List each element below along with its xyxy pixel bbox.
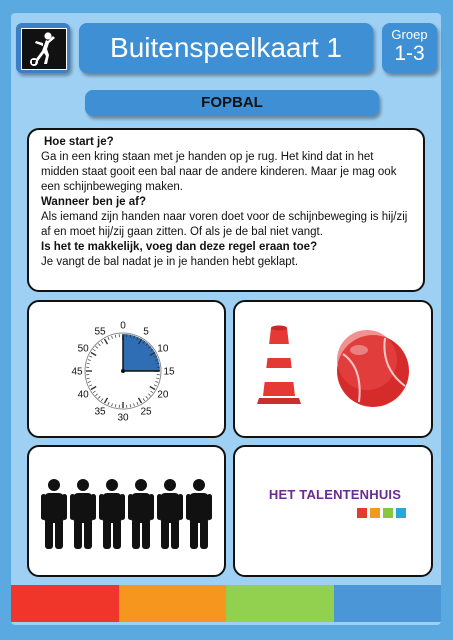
clock-label: 40: [77, 389, 89, 401]
brand-logo: [262, 487, 408, 518]
brand-square-blue: [396, 508, 406, 518]
traffic-cone-icon: [257, 326, 301, 405]
materials-panel: [233, 300, 433, 438]
group-value: 1-3: [394, 42, 425, 65]
brand-panel: [233, 445, 433, 577]
logo-box: [16, 23, 70, 73]
players-group: [29, 447, 224, 575]
game-title: FOPBAL: [85, 90, 379, 116]
clock-label: 55: [94, 326, 106, 338]
clock-label: 35: [94, 406, 106, 418]
answer-start: Ga in een kring staan met je handen op je rug. Het kind dat in het midden staat gooit een bal naar de andere kinderen. Maar je mag ook een schijnbeweging maken.: [41, 151, 397, 193]
brand-square-orange: [370, 508, 380, 518]
clock-label: 15: [163, 366, 175, 378]
brand-name: HET TALENTENHUIS: [268, 487, 402, 502]
clock-label: 45: [71, 366, 83, 378]
clock-label: 5: [143, 326, 149, 338]
clock-label: 30: [117, 412, 129, 424]
players-panel: [27, 445, 226, 577]
instructions-box: [27, 128, 425, 292]
question-start: Hoe start je?: [44, 136, 114, 148]
clock-label: 20: [157, 389, 169, 401]
footer-orange: [119, 585, 227, 622]
footer-green: [226, 585, 334, 622]
brand-square-red: [357, 508, 367, 518]
clock-label: 10: [157, 343, 169, 355]
person-icon: [157, 479, 183, 549]
question-harder: Is het te makkelijk, voeg dan deze regel eraan toe?: [41, 241, 318, 253]
color-footer: [11, 585, 441, 622]
footer-blue: [334, 585, 442, 622]
brand-square-green: [383, 508, 393, 518]
person-icon: [128, 479, 154, 549]
person-icon: [70, 479, 96, 549]
child-kicking-ball-icon: [21, 28, 67, 70]
brand-squares: [262, 508, 408, 518]
group-badge: [382, 23, 437, 73]
timer-panel: [27, 300, 226, 438]
ball-icon: [337, 330, 409, 407]
clock-label: 25: [140, 406, 152, 418]
answer-out: Als iemand zijn handen naar voren doet voor de schijnbeweging is hij/zij af en moet hij/zij gaan zitten. Of als je de bal niet vangt.: [41, 211, 408, 238]
person-icon: [186, 479, 212, 549]
person-icon: [41, 479, 67, 549]
question-out: Wanneer ben je af?: [41, 196, 147, 208]
clock-label: 50: [77, 343, 89, 355]
person-icon: [99, 479, 125, 549]
card-title: Buitenspeelkaart 1: [79, 23, 373, 73]
clock-label: 0: [120, 320, 126, 332]
group-label: Groep: [391, 27, 428, 42]
answer-harder: Je vangt de bal nadat je in je handen hebt geklapt.: [41, 256, 299, 268]
stopwatch-icon: [29, 302, 224, 436]
footer-red: [11, 585, 119, 622]
